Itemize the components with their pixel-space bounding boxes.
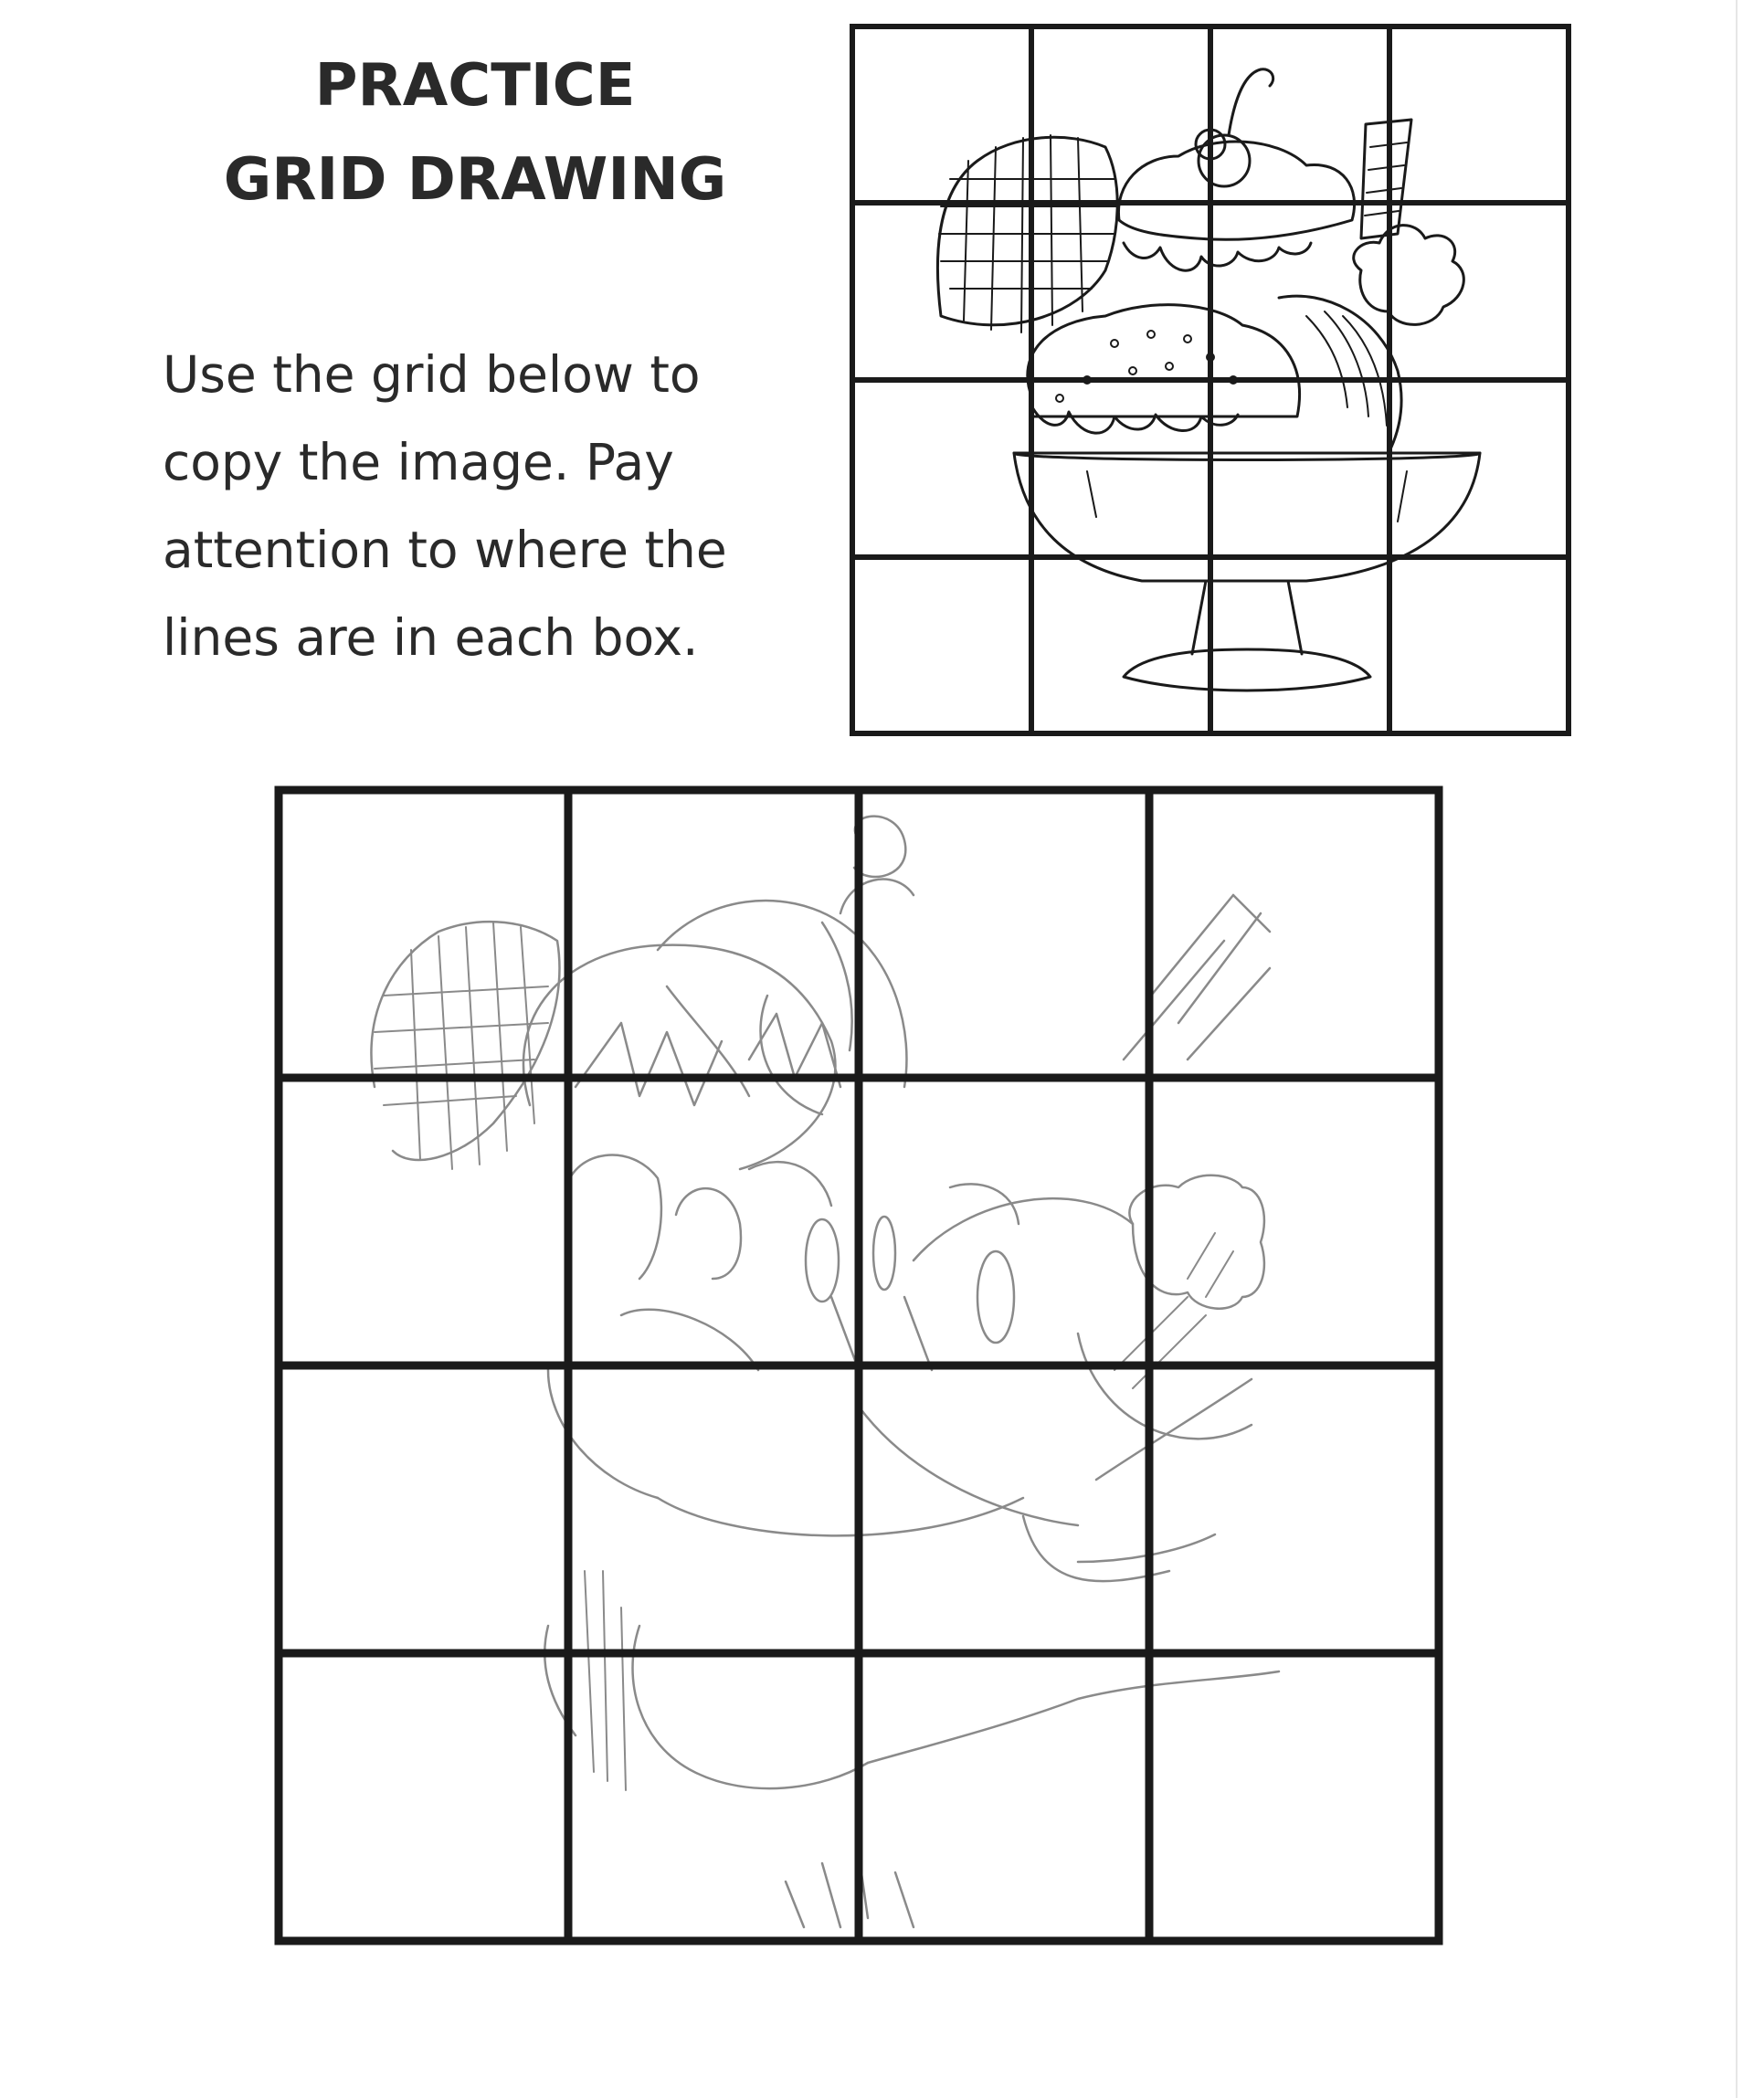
scoop-drip bbox=[1032, 407, 1238, 433]
bowl bbox=[1014, 453, 1480, 581]
upper-scoop bbox=[1118, 142, 1354, 239]
reference-grid-lines bbox=[852, 26, 1569, 733]
wafer-stick bbox=[1361, 120, 1411, 238]
worksheet-title-line2: GRID DRAWING bbox=[223, 146, 727, 214]
reference-grid bbox=[850, 24, 1571, 736]
instruction-line: copy the image. Pay bbox=[163, 433, 674, 491]
main-scoop bbox=[1028, 305, 1300, 416]
worksheet-title-line1: PRACTICE bbox=[314, 52, 636, 120]
instruction-line: Use the grid below to bbox=[163, 345, 701, 404]
instructions-text bbox=[163, 331, 820, 681]
instruction-line: attention to where the bbox=[163, 521, 727, 579]
practice-grid-lines bbox=[279, 790, 1439, 1941]
instruction-line: lines are in each box. bbox=[163, 608, 699, 667]
pencil-sketch bbox=[371, 817, 1279, 1927]
whipped-cream bbox=[1354, 226, 1464, 325]
practice-grid bbox=[274, 785, 1443, 1945]
drip bbox=[1124, 243, 1311, 270]
bowl-base bbox=[1124, 649, 1370, 691]
page-edge bbox=[1736, 0, 1738, 2098]
cherry-stem bbox=[1229, 69, 1273, 135]
waffle-sketch-lines bbox=[375, 922, 548, 1169]
